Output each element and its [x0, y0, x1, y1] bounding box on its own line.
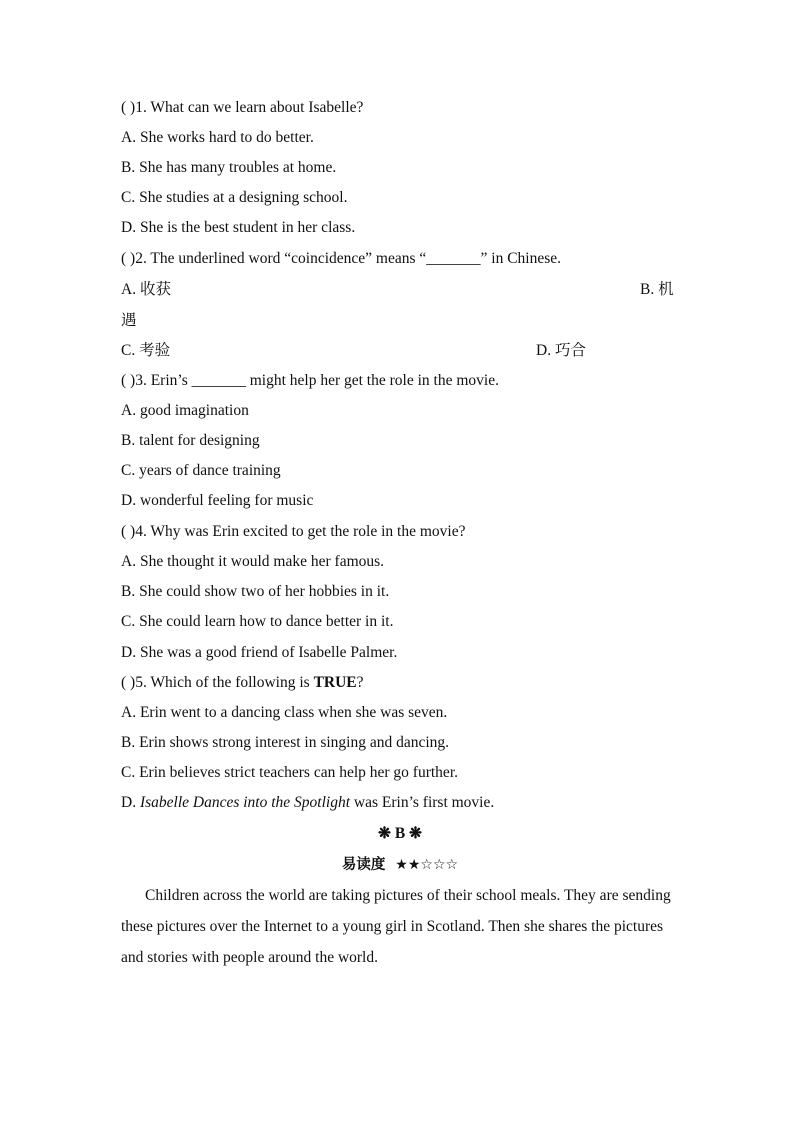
question-4-stem: ( )4. Why was Erin excited to get the role in the movie? [121, 523, 466, 540]
question-5-option-a: A. Erin went to a dancing class when she was seven. [121, 704, 448, 721]
question-5-option-d-suffix: was Erin’s first movie. [350, 794, 495, 811]
question-1-option-d: D. She is the best student in her class. [121, 219, 356, 236]
question-5-stem-end: ? [356, 674, 364, 691]
question-4-option-a: A. She thought it would make her famous. [121, 553, 385, 570]
question-3-option-d: D. wonderful feeling for music [121, 492, 314, 509]
difficulty-stars: ★★☆☆☆ [395, 857, 459, 873]
question-3-option-b: B. talent for designing [121, 432, 260, 449]
question-4-option-d: D. She was a good friend of Isabelle Palmer. [121, 644, 398, 661]
question-2-option-d: D. 巧合 [536, 342, 586, 359]
question-5-option-d-prefix: D. [121, 794, 140, 811]
question-1-option-c: C. She studies at a designing school. [121, 189, 348, 206]
question-2-option-b: B. 机 [640, 281, 674, 298]
question-1-option-b: B. She has many troubles at home. [121, 159, 337, 176]
question-5-stem-start: ( )5. Which of the following is [121, 674, 314, 691]
question-5-emphasis: TRUE [313, 674, 357, 691]
question-3-stem: ( )3. Erin’s _______ might help her get the role in the movie. [121, 372, 499, 389]
difficulty-label: 易读度 [341, 857, 386, 873]
question-2-option-a: A. 收获 [121, 281, 171, 298]
question-5-option-b: B. Erin shows strong interest in singing and dancing. [121, 734, 450, 751]
question-5-option-d-title: Isabelle Dances into the Spotlight [139, 794, 351, 811]
question-5-option-c: C. Erin believes strict teachers can help her go further. [121, 764, 458, 781]
question-4-option-b: B. She could show two of her hobbies in it. [121, 583, 390, 600]
question-2-option-c: C. 考验 [121, 342, 171, 359]
question-1-stem: ( )1. What can we learn about Isabelle? [121, 99, 364, 116]
section-b-heading: ❋ B ❋ [377, 825, 423, 842]
question-4-option-c: C. She could learn how to dance better in it. [121, 613, 394, 630]
question-2-stem: ( )2. The underlined word “coincidence” means “_______” in Chinese. [121, 250, 562, 267]
difficulty-line [0, 855, 800, 875]
question-3-option-a: A. good imagination [121, 402, 249, 419]
question-1-option-a: A. She works hard to do better. [121, 129, 314, 146]
question-5-option-d [121, 793, 494, 813]
question-3-option-c: C. years of dance training [121, 462, 281, 479]
reading-passage: Children across the world are taking pictures of their school meals. They are sending these pictures over the Internet to a young girl in Scotland. Then she shares the pictures and stories with people around the world. [121, 887, 671, 966]
question-2-option-b-wrap: 遇 [121, 312, 137, 329]
question-5-stem [121, 673, 364, 693]
